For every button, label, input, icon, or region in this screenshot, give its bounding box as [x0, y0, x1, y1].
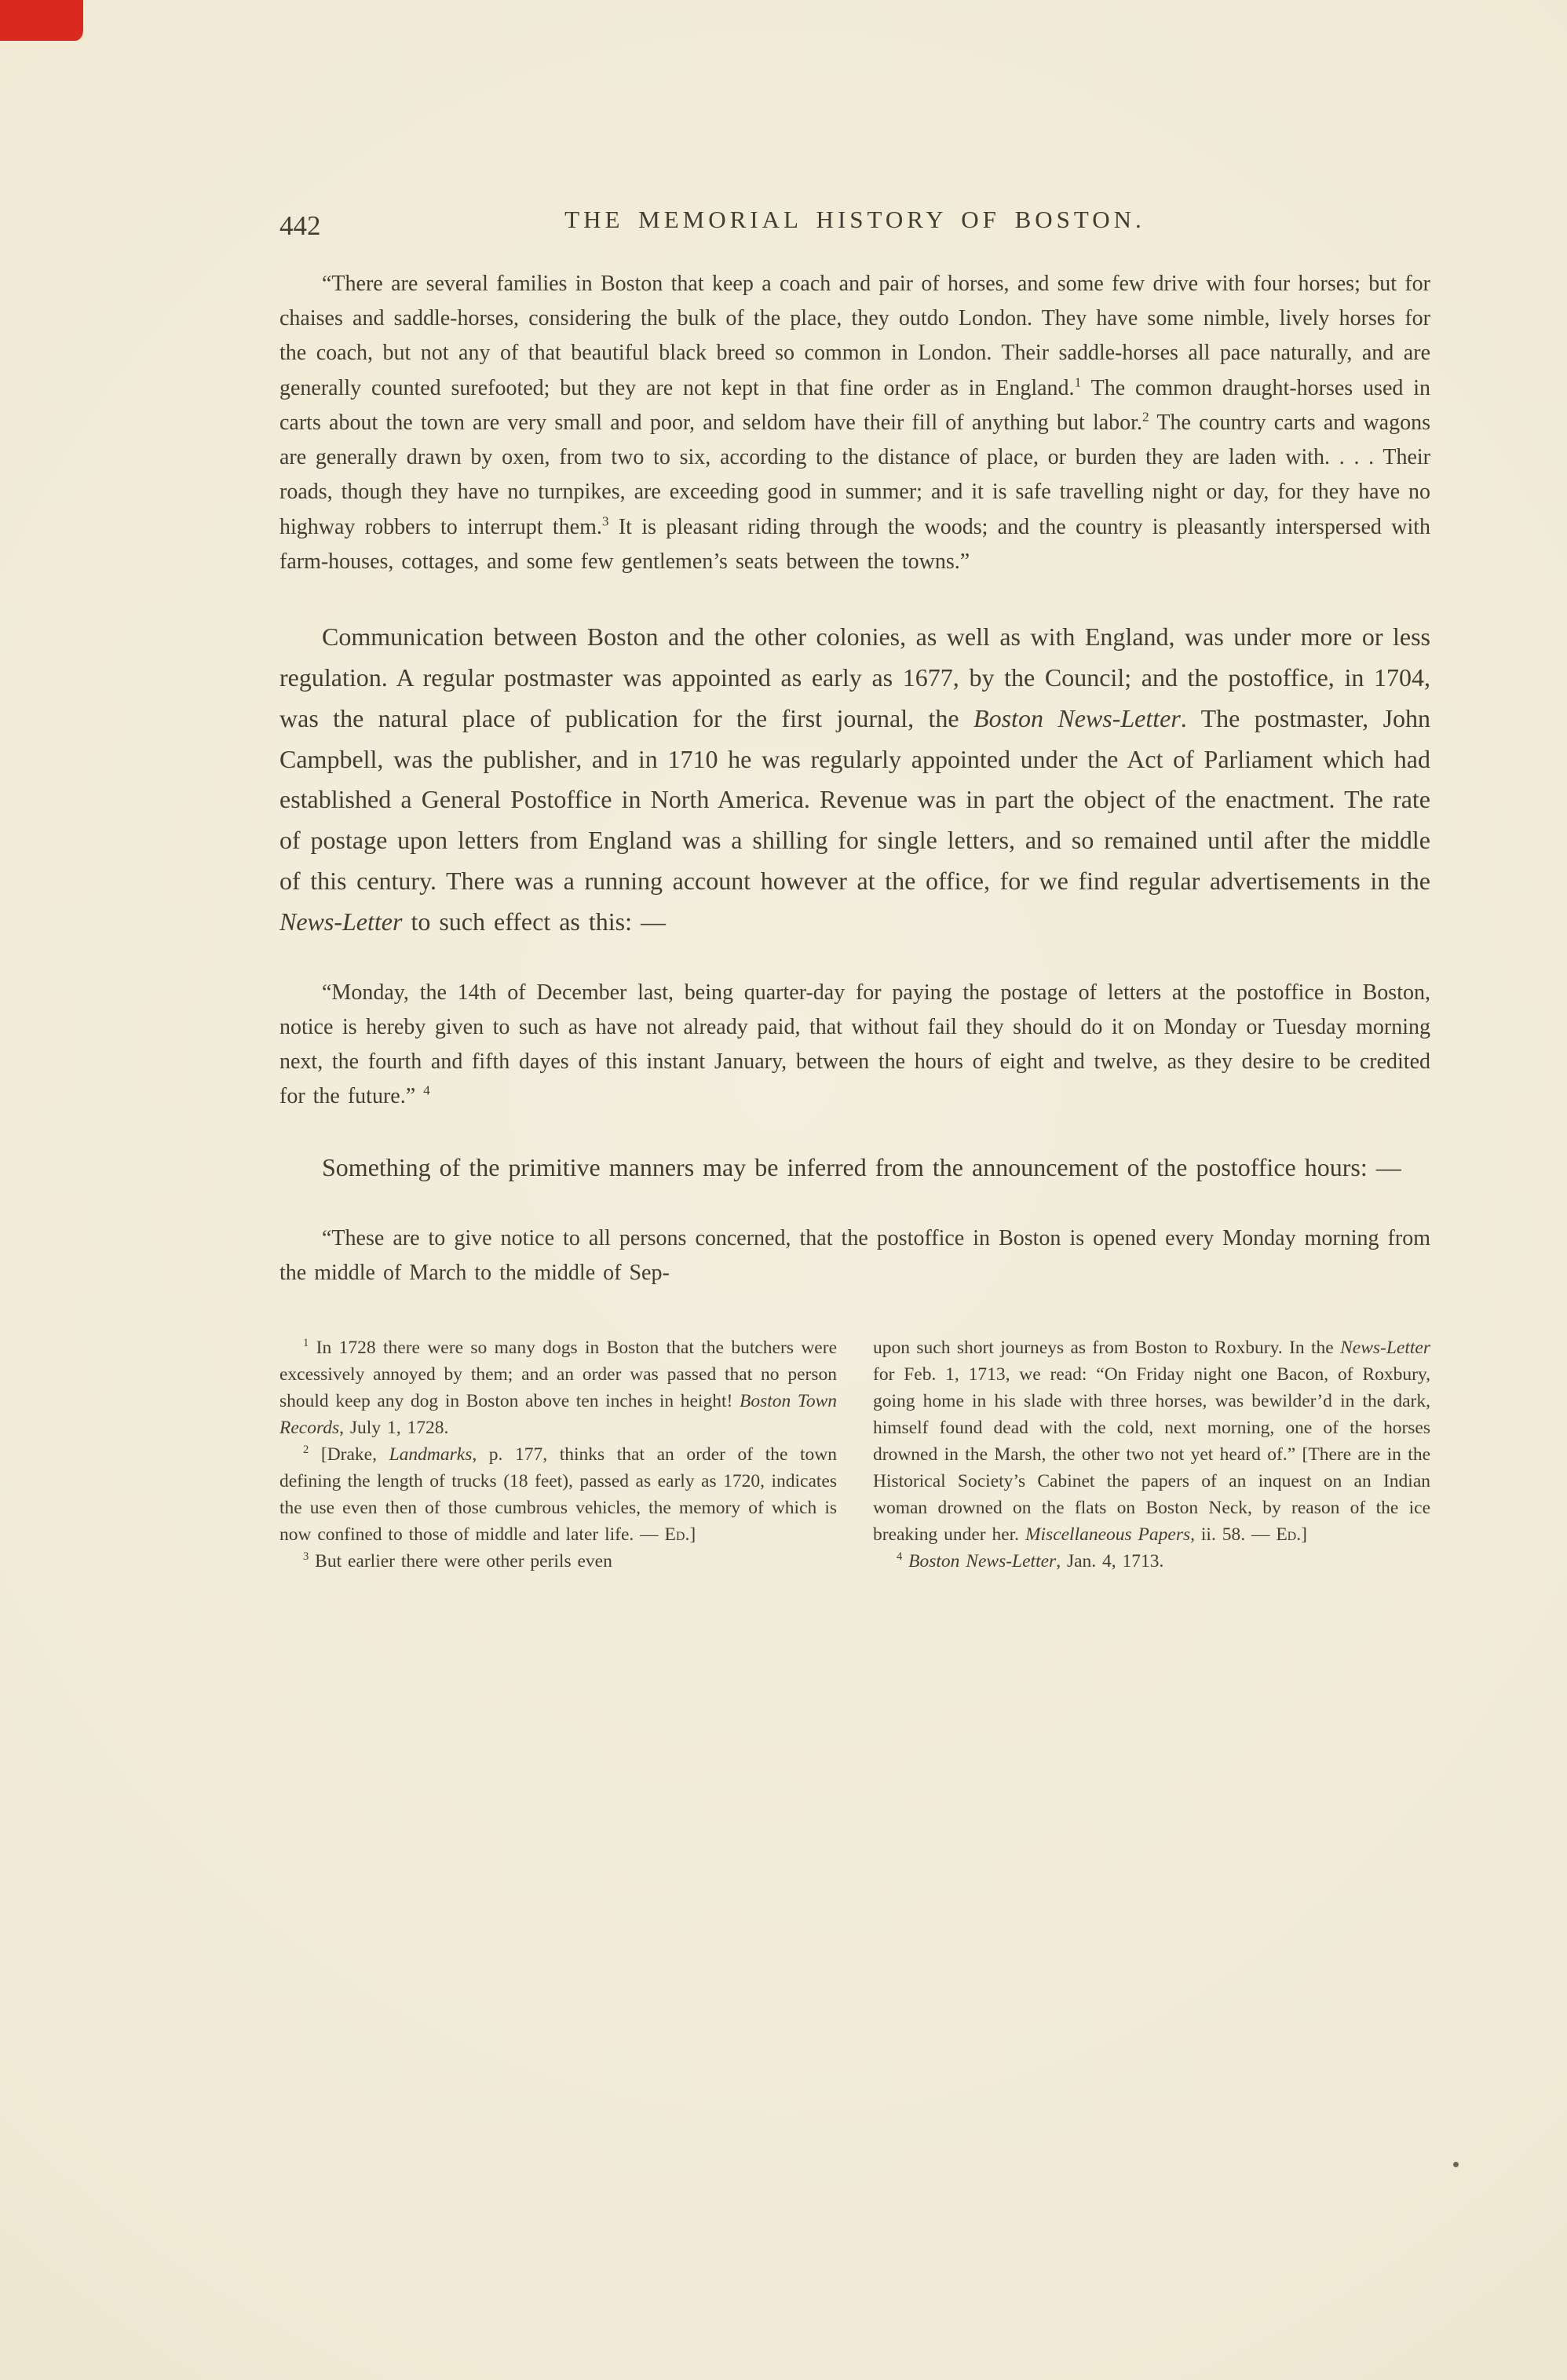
page-number: 442	[279, 210, 321, 241]
quoted-paragraph-horses-travel: “There are several families in Boston that keep a coach and pair of horses, and some few drive with four horses; but for chaises and saddle-horses, considering the bulk of the place, they outdo London. They have some nimble, lively horses for the coach, but not any of that beautiful black breed so common in London. Their saddle-horses all pace naturally, and are generally counted surefooted; but they are not kept in that fine order as in England.$^1$ The common draught-horses used in carts about the town are very small and poor, and seldom have their fill of anything but labor.$^2$ The country carts and wagons are generally drawn by oxen, from two to six, according to the distance of place, or burden they are laden with. . . . Their roads, though they have no turnpikes, are exceeding good in summer; and it is safe travelling night or day, for they have no highway robbers to interrupt them.$^3$ It is pleasant riding through the woods; and the country is pleasantly interspersed with farm-houses, cottages, and some few gentlemen’s seats between the towns.”	[279, 272, 1431, 574]
footnote-4: $^4$ Boston News-Letter, Jan. 4, 1713.	[897, 1550, 1164, 1572]
footnotes-left-column	[279, 1334, 837, 1575]
paragraph-primitive-manners: Something of the primitive manners may be inferred from the announcement of the postoffice hours: —	[322, 1152, 1401, 1181]
footnote-3: $^3$ But earlier there were other perils even	[303, 1550, 612, 1572]
paragraph-communication-postoffice: Communication between Boston and the other colonies, as well as with England, was under more or less regulation. A regular postmaster was appointed as early as 1677, by the Council; and the postoffice, in 1704, was the natural place of publication for the first journal, the Boston News-Letter. The postmaster, John Campbell, was the publisher, and in 1710 he was regularly appointed under the Act of Parliament which had established a General Postoffice in North America. Revenue was in part the object of the enactment. The rate of postage upon letters from England was a shilling for single letters, and so remained until after the middle of this century. There was a running account however at the office, for we find regular advertisements in the News-Letter to such effect as this: —	[279, 622, 1431, 936]
footnote-2: $^2$ [Drake, Landmarks, p. 177, thinks that an order of the town defining the length of trucks (18 feet), passed as early as 1720, indicates the use even then of those cumbrous vehicles, the memory of which is now confined to those of middle and later life. — Ed.]	[279, 1444, 838, 1546]
footnote-1: $^1$ In 1728 there were so many dogs in Boston that the butchers were excessively annoyed by them; and an order was passed that no person should keep any dog in Boston above ten inches in height! Boston Town Records, July 1, 1728.	[279, 1337, 837, 1439]
red-bookmark-tab	[0, 0, 83, 41]
footnote-3-continuation: upon such short journeys as from Boston to Roxbury. In the News-Letter for Feb. 1, 1713, we read: “On Friday night one Bacon, of Roxbury, going home in his slade with three horses, was bewilder’d in the dark, himself found dead with the cold, next morning, one of the horses drowned in the Marsh, the other two not yet heard of.” [There are in the Historical Society’s Cabinet the papers of an inquest on an Indian woman drowned on the flats on Boston Neck, by reason of the ice breaking under her. Miscellaneous Papers, ii. 58. — Ed.]	[873, 1337, 1430, 1546]
footnotes-section	[279, 1334, 1430, 1575]
footnotes-right-column	[873, 1334, 1430, 1575]
quoted-paragraph-monday-notice: “Monday, the 14th of December last, being quarter-day for paying the postage of letters at the postoffice in Boston, notice is hereby given to such as have not already paid, that without fail they should do it on Monday or Tuesday morning next, the fourth and fifth dayes of this instant January, between the hours of eight and twelve, as they desire to be credited for the future.” $^4$	[279, 980, 1430, 1109]
running-title: THE MEMORIAL HISTORY OF BOSTON.	[564, 206, 1145, 233]
ink-speck	[1453, 2162, 1459, 2167]
page-header	[279, 206, 1430, 243]
quoted-paragraph-postoffice-hours: “These are to give notice to all persons concerned, that the postoffice in Boston is opened every Monday morning from the middle of March to the middle of Sep-	[279, 1225, 1430, 1285]
text-block	[279, 206, 1430, 1575]
